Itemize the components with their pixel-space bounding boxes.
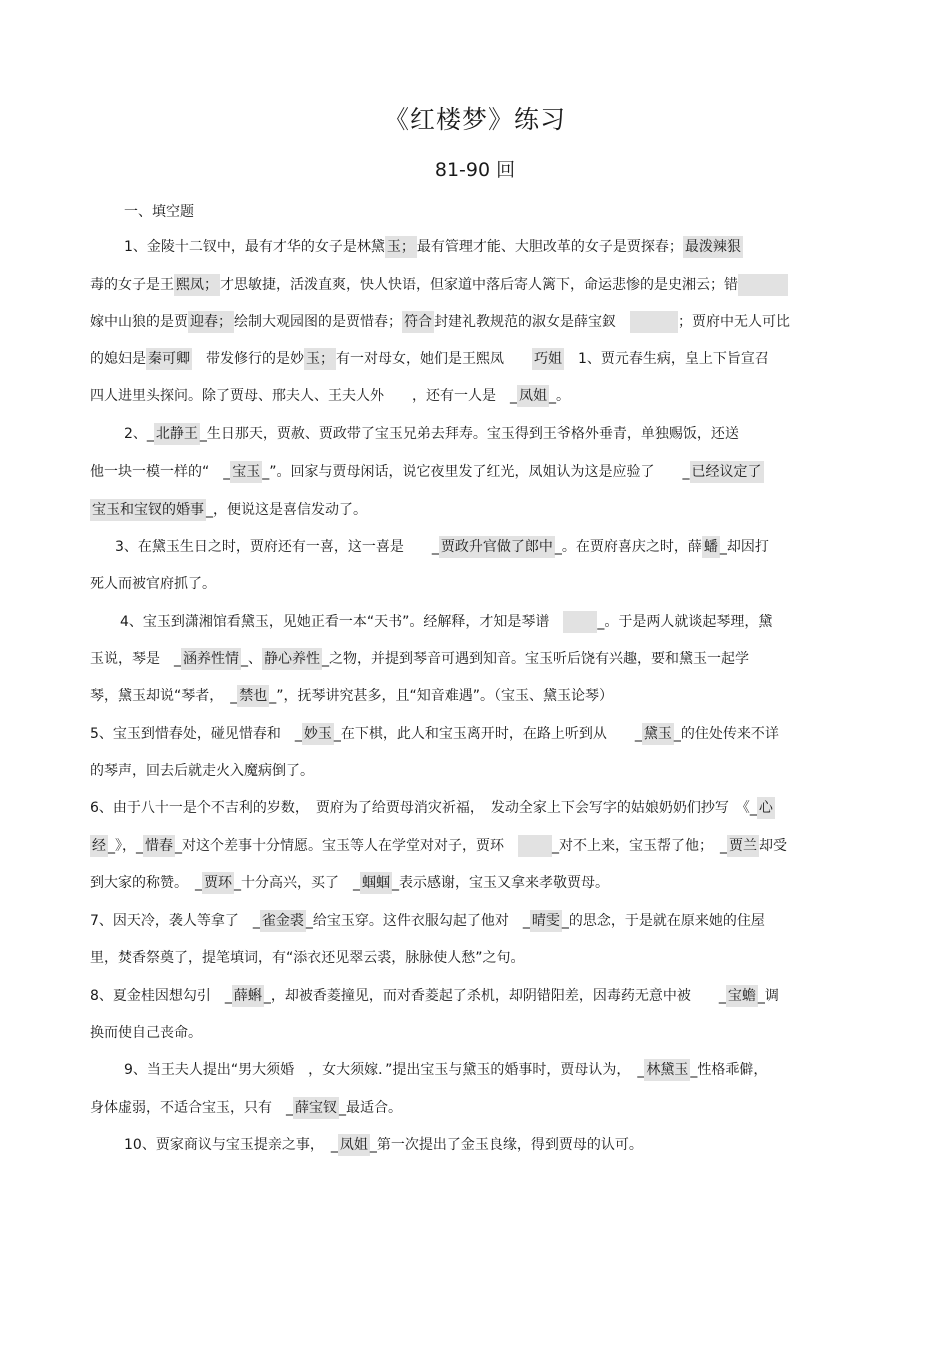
text-segment: _调 (757, 988, 779, 1004)
answer-highlight: 已经议定了 (690, 461, 764, 483)
answer-highlight: 贾环 (202, 872, 234, 894)
text-segment: 嫁中山狼的是贾 (90, 314, 188, 330)
text-segment: 3、在黛玉生日之时，贾府还有一喜，这一喜是 _ (115, 539, 439, 555)
answer-highlight: 迎春； (188, 311, 234, 333)
text-segment: 的媳妇是 (90, 351, 146, 367)
text-segment: 1、金陵十二钗中，最有才华的女子是林黛 (124, 239, 385, 255)
text-segment: _，却被香菱撞见，而对香菱起了杀机，却阴错阳差，因毒药无意中被 _ (263, 988, 726, 1004)
text-segment: _十分高兴，买了 _ (234, 875, 360, 891)
answer-highlight: 符合 (402, 311, 434, 333)
text-line (90, 647, 749, 671)
text-line (90, 347, 769, 371)
answer-highlight: 宝玉和宝钗的婚事 (90, 499, 206, 521)
answer-highlight: 贾政升官做了郎中 (439, 536, 555, 558)
text-segment: 里，焚香祭奠了，提笔填词，有“添衣还见翠云裘，脉脉使人愁”之句。 (90, 950, 525, 966)
answer-highlight: 妙玉 (302, 723, 334, 745)
blank-answer-box (738, 274, 788, 296)
text-segment: 7、因天冷，袭人等拿了 _ (90, 913, 260, 929)
text-segment: 四人进里头探问。除了贾母、邢夫人、王夫人外 ，还有一人是 _ (90, 388, 517, 404)
text-segment: _。 (549, 388, 570, 404)
text-segment: 琴，黛玉却说“琴者， _ (90, 688, 238, 704)
page-title: 《红楼梦》练习 (383, 105, 566, 134)
text-segment: _性格乖僻， (690, 1062, 768, 1078)
text-line (90, 572, 216, 596)
text-line (90, 909, 765, 933)
text-line (90, 722, 779, 746)
text-line (90, 273, 788, 297)
text-line (124, 1133, 643, 1157)
text-line (90, 1021, 202, 1045)
answer-highlight: 玉； (304, 348, 336, 370)
answer-highlight: 心 (757, 797, 775, 819)
text-segment: _对不上来，宝玉帮了他； _ (552, 838, 727, 854)
text-segment: 却受 (759, 838, 787, 854)
text-segment: ；贾府中无人可比 (678, 314, 790, 330)
text-segment: _、 (241, 651, 262, 667)
text-segment: 9、当王夫人提出“男大须婚 ，女大须嫁．”提出宝玉与黛玉的婚事时，贾母认为， _ (124, 1062, 645, 1078)
text-line (124, 235, 743, 259)
text-segment: 他一块一模一样的“ _ (90, 464, 231, 480)
answer-highlight: 北静王 (154, 423, 200, 445)
answer-highlight: 秦可卿 (146, 348, 192, 370)
text-line (124, 1058, 767, 1082)
text-segment: 带发修行的是妙 (192, 351, 304, 367)
text-segment: 4、宝玉到潇湘馆看黛玉，见她正看一本“天书”。经解释，才知是琴谱 (120, 614, 564, 630)
answer-highlight: 黛玉 (642, 723, 674, 745)
text-segment: _的思念，于是就在原来她的住屋 (561, 913, 765, 929)
text-line (90, 310, 790, 334)
answer-highlight: 蝈蝈 (360, 872, 392, 894)
text-segment: 的琴声，回去后就走火入魔病倒了。 (90, 763, 314, 779)
answer-highlight: 经 (90, 835, 108, 857)
text-segment: 身体虚弱，不适合宝玉，只有 _ (90, 1100, 293, 1116)
text-line (90, 460, 764, 484)
text-segment: 最有管理才能、大胆改革的女子是贾探春； (416, 239, 683, 255)
text-line (90, 684, 613, 708)
text-segment: 封建礼教规范的淑女是薛宝釵 (434, 314, 630, 330)
text-segment: 绘制大观园图的是贾惜春； (234, 314, 402, 330)
answer-highlight: 最泼辣狠 (683, 236, 743, 258)
text-segment: 2、_ (124, 426, 154, 442)
answer-highlight: 蟠 (702, 536, 720, 558)
text-segment: _”，抚琴讲究甚多，且“知音难遇”。（宝玉、黛玉论琴） (269, 688, 614, 704)
text-line (90, 796, 775, 820)
chapter-range: 81-90 回 (434, 159, 516, 181)
text-segment: 死人而被官府抓了。 (90, 576, 216, 592)
answer-highlight: 玉； (385, 236, 417, 258)
answer-highlight: 薛宝钗 (293, 1097, 339, 1119)
text-segment: 8、夏金桂因想勾引 _ (90, 988, 232, 1004)
answer-highlight: 宝玉 (230, 461, 262, 483)
answer-highlight: 熙凤； (174, 274, 220, 296)
answer-highlight: 巧姐 (532, 348, 564, 370)
text-line (90, 1096, 402, 1120)
text-line (90, 759, 314, 783)
text-segment: 1、贾元春生病，皇上下旨宣召 (564, 351, 769, 367)
text-line (90, 984, 779, 1008)
blank-answer-box (630, 311, 678, 333)
text-segment: 有一对母女，她们是王熙凤 (336, 351, 532, 367)
answer-highlight: 薛蝌 (232, 985, 264, 1007)
text-segment: 毒的女子是王 (90, 277, 174, 293)
text-segment: 到大家的称赞。 _ (90, 875, 202, 891)
text-segment: _最适合。 (339, 1100, 402, 1116)
text-segment: 6、由于八十一是个不吉利的岁数， 贾府为了给贾母消灾祈福， 发动全家上下会写字的姑娘奶奶们抄写 《_ (90, 800, 757, 816)
text-line (90, 384, 570, 408)
text-segment: 5、宝玉到惜春处，碰见惜春和 _ (90, 726, 302, 742)
text-segment: 玉说，琴是 _ (90, 651, 181, 667)
answer-highlight: 宝蟾 (726, 985, 758, 1007)
text-line (90, 834, 787, 858)
answer-highlight: 涵养性情 (181, 648, 241, 670)
text-segment: _，便说这是喜信发动了。 (206, 502, 367, 518)
text-line (90, 498, 367, 522)
answer-highlight: 雀金裘 (260, 910, 306, 932)
text-segment: _第一次提出了金玉良缘，得到贾母的认可。 (369, 1137, 643, 1153)
text-segment: _却因打 (719, 539, 769, 555)
text-segment: _。在贾府喜庆之时，薛 (554, 539, 702, 555)
text-segment: 10、贾家商议与宝玉提亲之事， _ (124, 1137, 338, 1153)
answer-highlight: 惜春 (143, 835, 175, 857)
text-segment: _。于是两人就谈起琴理，黛 (597, 614, 773, 630)
text-segment: 才思敏捷，活泼直爽，快人快语，但家道中落后寄人篱下，命运悲惨的是史湘云；错 (220, 277, 738, 293)
answer-highlight: 晴雯 (530, 910, 562, 932)
text-segment: 换而使自己丧命。 (90, 1025, 202, 1041)
text-segment: _的住处传来不详 (673, 726, 779, 742)
text-segment: _对这个差事十分情愿。宝玉等人在学堂对对子，贾环 (175, 838, 518, 854)
answer-highlight: 林黛玉 (644, 1059, 690, 1081)
text-segment: _生日那天，贾赦、贾政带了宝玉兄弟去拜寿。宝玉得到王爷格外垂青，单独赐饭，还送 (199, 426, 739, 442)
answer-highlight: 贾兰 (727, 835, 759, 857)
answer-highlight: 禁也 (237, 685, 269, 707)
blank-answer-box (518, 835, 552, 857)
text-line (120, 610, 772, 634)
text-segment: _给宝玉穿。这件衣服勾起了他对 _ (305, 913, 530, 929)
answer-highlight: 凤姐 (338, 1134, 370, 1156)
text-segment: _表示感谢，宝玉又拿来孝敬贾母。 (392, 875, 609, 891)
blank-answer-box (563, 611, 597, 633)
text-line (90, 871, 609, 895)
text-segment: _在下棋，此人和宝玉离开时，在路上听到从 _ (333, 726, 642, 742)
text-line (90, 946, 525, 970)
text-segment: _》，_ (108, 838, 143, 854)
answer-highlight: 静心养性 (262, 648, 322, 670)
section-heading: 一、填空题 (124, 204, 194, 220)
answer-highlight: 凤姐 (517, 385, 549, 407)
text-line (124, 422, 739, 446)
text-segment: _”。回家与贾母闲话，说它夜里发了红光，凤姐认为这是应验了 _ (262, 464, 690, 480)
text-line (115, 535, 769, 559)
text-segment: _之物，并提到琴音可遇到知音。宝玉听后饶有兴趣，要和黛玉一起学 (322, 651, 749, 667)
